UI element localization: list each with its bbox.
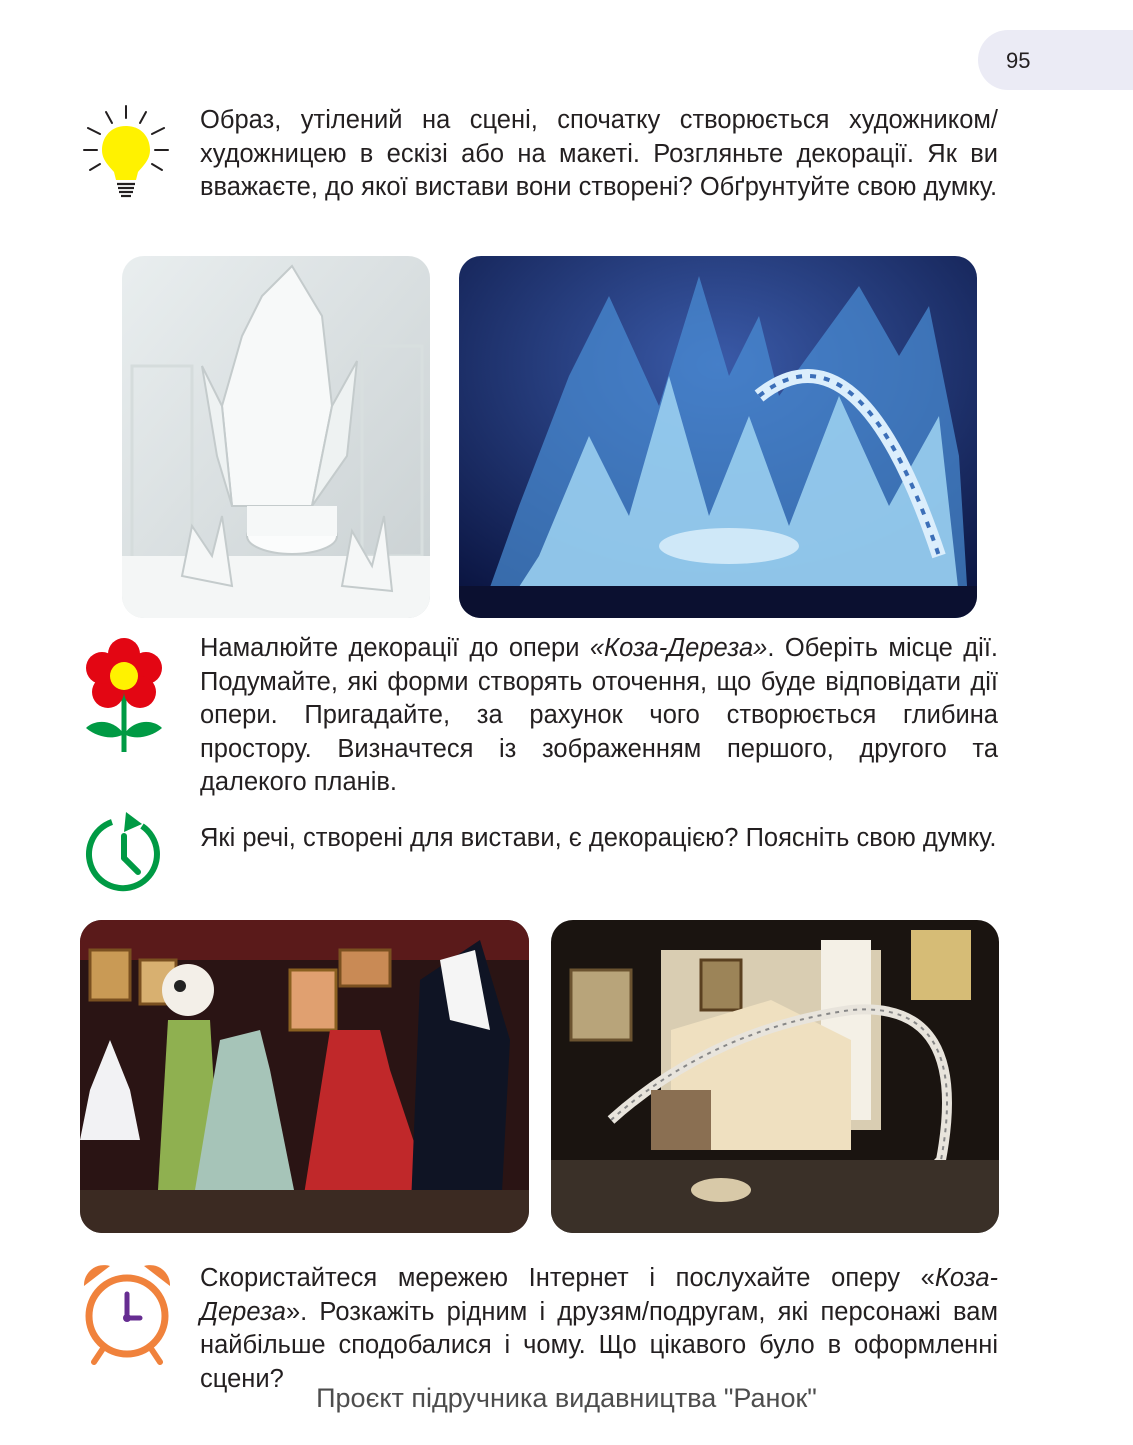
opera-title: «Коза-Дереза» [589,634,768,662]
question-paragraph: Які речі, створені для вистави, є декорацією? Поясніть свою думку. [200,824,997,852]
task-draw-paragraph [200,632,998,800]
photo-ice-throne [122,256,430,618]
photo-ice-castle-model [459,256,977,618]
task-listen-text-end: ». Розкажіть рідним і друзям/подругам, які персонажі вам найбільше сподобалися і чому. Що цікавого було в оформленні сцени? [200,1297,998,1393]
photo-costumes [80,920,529,1233]
page-number: 95 [1006,48,1031,73]
page-number-tab [978,30,1133,90]
alarm-clock-icon [80,1260,174,1366]
photo-stage-model [551,920,999,1233]
opera-title-2: Коза-Дереза [200,1264,998,1326]
task-listen-paragraph [200,1262,998,1396]
flower-icon [84,638,164,754]
task-draw-text-end: . Оберіть місце дії. Подумайте, які форми створять оточення, що буде відповідати дії опери. Пригадайте, за рахунок чого створюється глибина простору. Визначтеся із зображенням першого, другого та далекого планів. [200,634,998,796]
footer-publisher: Проєкт підручника видавництва "Ранок" [316,1383,817,1413]
task-listen-text-start: Скористайтеся мережею Інтернет і послухайте оперу « [200,1264,935,1292]
clock-refresh-icon [82,810,166,900]
lightbulb-icon [82,102,170,202]
task-draw-text-start: Намалюйте декорації до опери [200,634,590,662]
intro-paragraph: Образ, утілений на сцені, спочатку створюється художником/художницею в ескізі або на макеті. Розгляньте декорації. Як ви вважаєте, до якої вистави вони створені? Обґрунтуйте свою думку. [200,106,998,201]
